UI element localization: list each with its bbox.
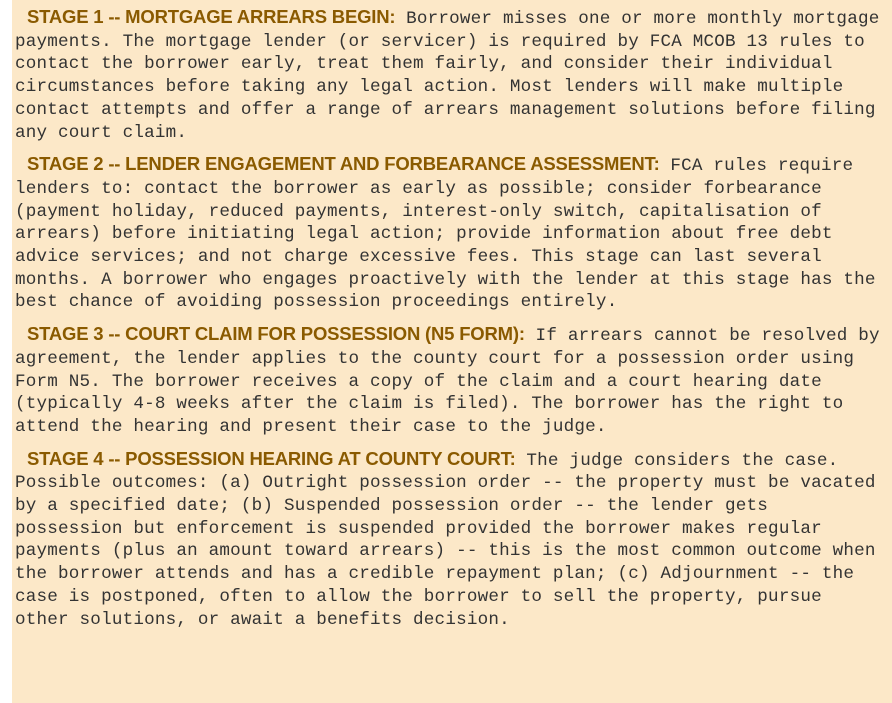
stage-3	[15, 323, 882, 439]
stage-2-heading: STAGE 2 -- LENDER ENGAGEMENT AND FORBEARANCE ASSESSMENT:	[27, 153, 660, 175]
stage-3-body: If arrears cannot be resolved by agreement, the lender applies to the county court for a possession order using Form N5. The borrower receives a copy of the claim and a court hearing date (typically 4-8 weeks after the claim is filed). The borrower has the right to attend the hearing and present their case to the judge.	[15, 326, 880, 437]
stage-2	[15, 153, 882, 314]
stage-2-paragraph	[15, 153, 882, 314]
stage-1	[15, 6, 882, 144]
stage-4-heading: STAGE 4 -- POSSESSION HEARING AT COUNTY COURT:	[27, 447, 516, 469]
stage-3-paragraph	[15, 323, 882, 439]
stage-1-paragraph	[15, 6, 882, 144]
stage-4	[15, 448, 882, 632]
stage-2-body: FCA rules require lenders to: contact the borrower as early as possible; consider forbearance (payment holiday, reduced payments, interest-only switch, capitalisation of arrears) before initiating legal action; provide information about free debt advice services; and not charge excessive fees. This stage can last several months. A borrower who engages proactively with the lender at this stage has the best chance of avoiding possession proceedings entirely.	[15, 156, 876, 313]
stages-document	[12, 0, 892, 703]
stage-3-heading: STAGE 3 -- COURT CLAIM FOR POSSESSION (N5 FORM):	[27, 323, 525, 345]
stage-1-heading: STAGE 1 -- MORTGAGE ARREARS BEGIN:	[27, 6, 396, 27]
stage-1-body: Borrower misses one or more monthly mortgage payments. The mortgage lender (or servicer) is required by FCA MCOB 13 rules to contact the borrower early, treat them fairly, and consider their individual circumstances before taking any legal action. Most lenders will make multiple contact attempts and offer a range of arrears management solutions before filing any court claim.	[15, 9, 880, 143]
stage-4-paragraph	[15, 448, 882, 632]
stage-4-body: The judge considers the case. Possible outcomes: (a) Outright possession order -- the property must be vacated by a specified date; (b) Suspended possession order -- the lender gets possession but enforcement is suspended provided the borrower makes regular payments (plus an amount toward arrears) -- this is the most common outcome when the borrower attends and has a credible repayment plan; (c) Adjournment -- the case is postponed, often to allow the borrower to sell the property, pursue other solutions, or await a benefits decision.	[15, 450, 876, 630]
